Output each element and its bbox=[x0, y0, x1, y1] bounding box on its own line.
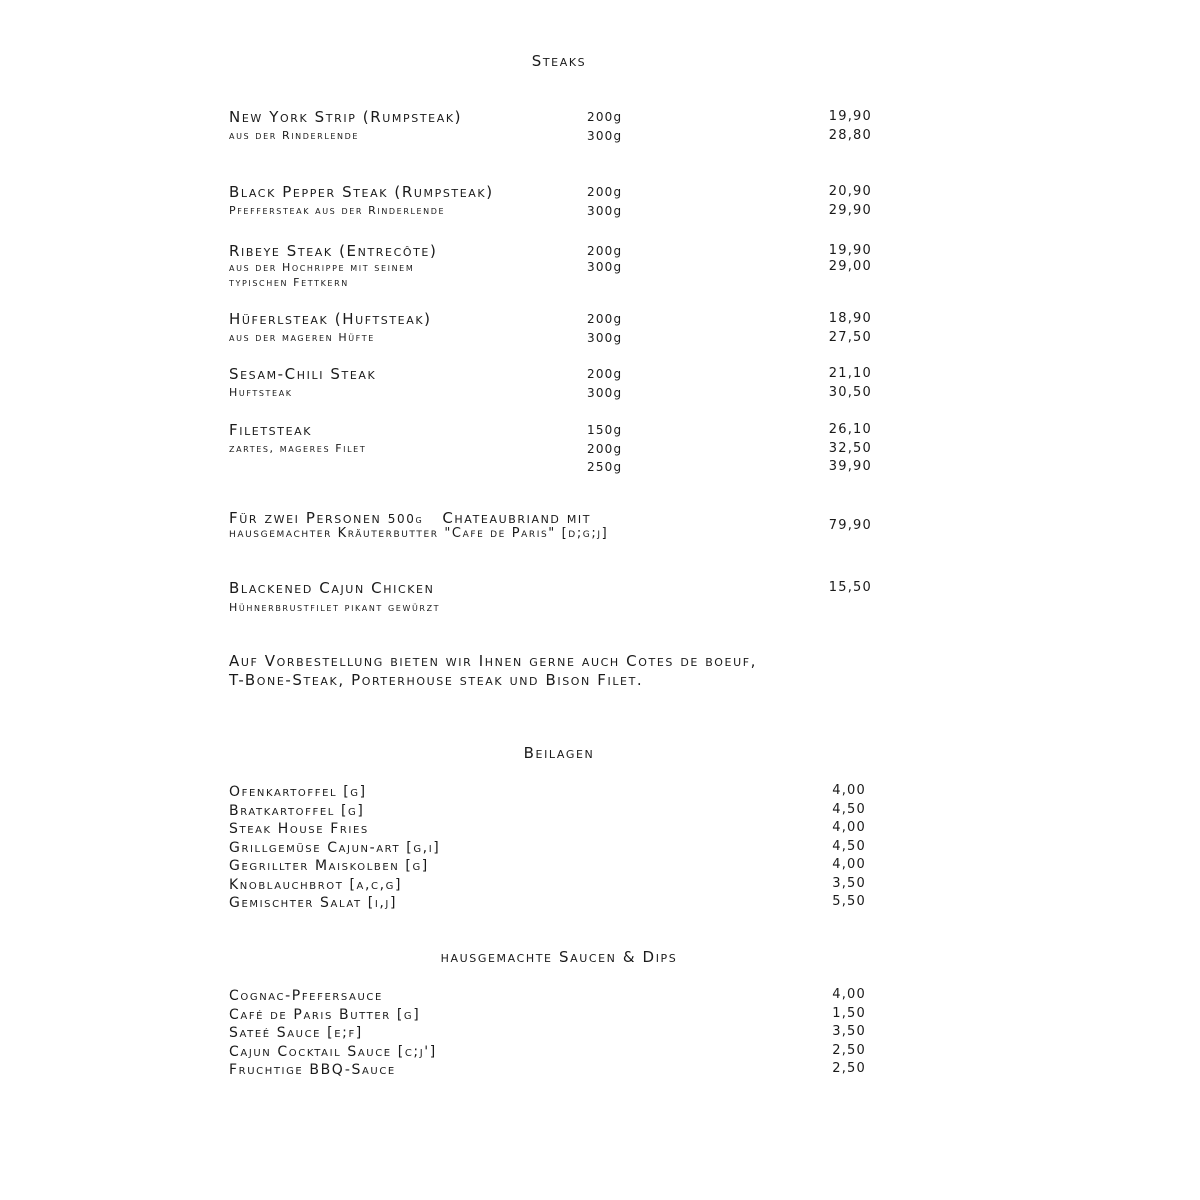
item-weight: 150g bbox=[587, 423, 623, 437]
item-price: 4,00 bbox=[832, 783, 866, 798]
item-description: Huftsteak bbox=[229, 386, 293, 399]
item-price: 19,90 bbox=[828, 243, 872, 258]
item-price: 21,10 bbox=[828, 366, 872, 381]
beilagen-heading: Beilagen bbox=[523, 744, 595, 762]
item-price: 29,00 bbox=[828, 259, 872, 274]
beilagen-list bbox=[229, 782, 889, 912]
item-weights bbox=[587, 310, 622, 347]
item-weights bbox=[587, 108, 622, 145]
item-name: Gemischter Salat [i,j] bbox=[229, 895, 398, 911]
item-price: 4,00 bbox=[832, 857, 866, 872]
item-description: Pfeffersteak aus der Rinderlende bbox=[229, 204, 446, 217]
list-item bbox=[229, 819, 889, 838]
item-description: typischen Fettkern bbox=[229, 276, 349, 289]
item-price: 19,90 bbox=[828, 109, 872, 124]
item-prices bbox=[829, 242, 872, 277]
item-prices bbox=[829, 365, 872, 402]
item-name: Bratkartoffel [g] bbox=[229, 802, 365, 819]
list-item bbox=[229, 856, 889, 875]
item-weight: 300g bbox=[587, 385, 623, 400]
item-name: Filetsteak bbox=[229, 421, 313, 439]
special-offer bbox=[229, 509, 889, 541]
item-weight: 300g bbox=[587, 260, 623, 274]
item-price: 29,90 bbox=[828, 202, 872, 218]
item-price: 28,80 bbox=[828, 127, 872, 143]
item-price: 3,50 bbox=[832, 1024, 866, 1039]
preorder-note bbox=[229, 652, 889, 690]
item-price: 2,50 bbox=[832, 1061, 866, 1076]
item-weight: 200g bbox=[587, 312, 623, 326]
item-name: Steak House Fries bbox=[229, 821, 369, 837]
item-prices bbox=[829, 183, 872, 220]
item-weights bbox=[587, 421, 622, 477]
item-price: 20,90 bbox=[828, 184, 872, 199]
list-item bbox=[229, 893, 889, 912]
item-description: aus der mageren Hüfte bbox=[229, 331, 375, 344]
list-item bbox=[229, 1042, 889, 1061]
special-title: Für zwei Personen bbox=[229, 509, 382, 527]
item-description: aus der Rinderlende bbox=[229, 129, 360, 142]
item-weights bbox=[587, 242, 622, 277]
note-line: T-Bone-Steak, Porterhouse steak und Bison Filet. bbox=[229, 671, 644, 689]
item-price: 4,00 bbox=[832, 820, 866, 835]
item-name: Black Pepper Steak (Rumpsteak) bbox=[229, 183, 494, 201]
special-line-2: hausgemachter Kräuterbutter "Cafe de Paris" [d;g;j] bbox=[229, 526, 609, 541]
list-item bbox=[229, 838, 889, 857]
item-weight: 300g bbox=[587, 203, 623, 218]
item-weight: 300g bbox=[587, 128, 623, 143]
special-line-1 bbox=[229, 509, 889, 527]
item-description: zartes, mageres Filet bbox=[229, 442, 367, 455]
item-name: Grillgemüse Cajun-art [g,i] bbox=[229, 839, 441, 856]
item-price: 39,90 bbox=[828, 459, 872, 474]
steaks-heading: Steaks bbox=[531, 52, 587, 70]
item-price: 30,50 bbox=[828, 384, 872, 400]
item-weight: 200g bbox=[587, 185, 623, 199]
item-weight: 200g bbox=[587, 110, 623, 124]
item-name: Fruchtige BBQ-Sauce bbox=[229, 1062, 396, 1078]
list-item bbox=[229, 1005, 889, 1024]
item-price: 4,50 bbox=[832, 838, 866, 854]
item-weight: 200g bbox=[587, 441, 623, 456]
item-weight: 200g bbox=[587, 244, 623, 258]
item-name: Gegrillter Maiskolben [g] bbox=[229, 858, 429, 874]
item-prices bbox=[829, 310, 872, 347]
item-name: Hüferlsteak (Huftsteak) bbox=[229, 310, 432, 328]
item-weight: 300g bbox=[587, 330, 623, 345]
item-price: 4,50 bbox=[832, 801, 866, 817]
item-name: Ribeye Steak (Entrecôte) bbox=[229, 242, 438, 260]
item-price: 18,90 bbox=[828, 311, 872, 326]
item-name: Sateé Sauce [e;f] bbox=[229, 1025, 363, 1041]
item-price: 2,50 bbox=[832, 1042, 866, 1058]
list-item bbox=[229, 875, 889, 894]
item-name: Sesam-Chili Steak bbox=[229, 365, 377, 383]
item-price: 3,50 bbox=[832, 875, 866, 891]
item-prices bbox=[829, 579, 872, 598]
item-prices bbox=[829, 421, 872, 477]
special-weight: 500g bbox=[387, 512, 424, 526]
item-name: Blackened Cajun Chicken bbox=[229, 579, 435, 597]
item-price: 27,50 bbox=[828, 329, 872, 345]
item-weight: 250g bbox=[587, 460, 623, 474]
note-line: Auf Vorbestellung bieten wir Ihnen gerne auch Cotes de boeuf, bbox=[229, 652, 758, 670]
list-item bbox=[229, 1060, 889, 1079]
item-name: Ofenkartoffel [g] bbox=[229, 784, 367, 800]
item-price: 15,50 bbox=[828, 580, 872, 595]
item-weights bbox=[587, 365, 622, 402]
item-description: aus der Hochrippe mit seinem bbox=[229, 261, 415, 274]
item-price: 32,50 bbox=[828, 440, 872, 456]
item-name: Café de Paris Butter [g] bbox=[229, 1006, 421, 1023]
special-price: 79,90 bbox=[828, 518, 872, 533]
item-description: Hühnerbrustfilet pikant gewürzt bbox=[229, 601, 441, 614]
list-item bbox=[229, 782, 889, 801]
list-item bbox=[229, 1023, 889, 1042]
item-price: 5,50 bbox=[832, 894, 866, 909]
list-item bbox=[229, 801, 889, 820]
item-price: 1,50 bbox=[832, 1005, 866, 1021]
saucen-heading: hausgemachte Saucen & Dips bbox=[440, 948, 678, 966]
item-price: 4,00 bbox=[832, 987, 866, 1002]
item-price: 26,10 bbox=[828, 422, 872, 437]
item-prices bbox=[829, 108, 872, 145]
list-item bbox=[229, 986, 889, 1005]
item-name: New York Strip (Rumpsteak) bbox=[229, 108, 463, 126]
item-weight: 200g bbox=[587, 367, 623, 381]
item-weights bbox=[587, 183, 622, 220]
item-name: Cognac-Pfefersauce bbox=[229, 988, 383, 1004]
item-name: Knoblauchbrot [a,c,g] bbox=[229, 876, 403, 893]
item-name: Cajun Cocktail Sauce [c;j'] bbox=[229, 1043, 437, 1060]
special-dish: Chateaubriand mit bbox=[442, 509, 592, 527]
saucen-list bbox=[229, 986, 889, 1079]
